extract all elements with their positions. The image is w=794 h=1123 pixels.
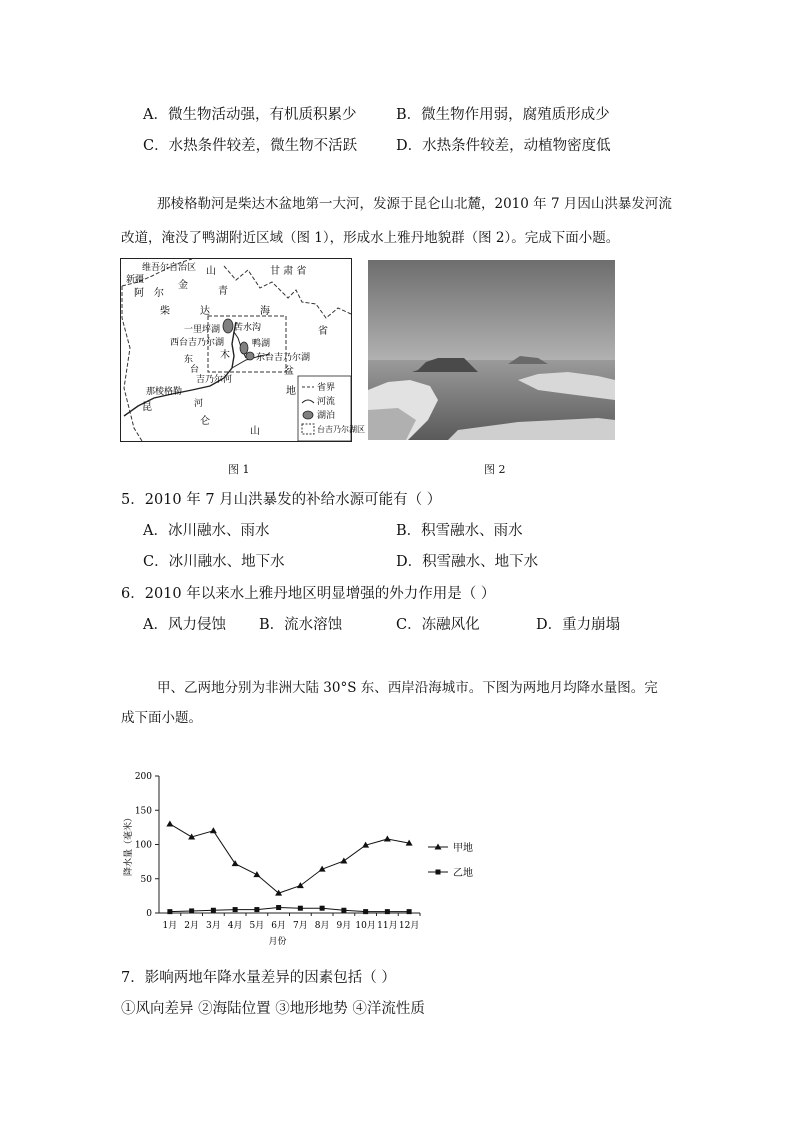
x-tick-label: 12月 xyxy=(398,921,420,931)
option-d: D．积雪融水、地下水 xyxy=(396,554,539,570)
passage-line: 成下面小题。 xyxy=(121,710,202,726)
map-label: 河 xyxy=(194,399,204,409)
map-label: 仑 xyxy=(200,416,210,427)
map-label: 地 xyxy=(286,386,296,397)
x-tick-label: 5月 xyxy=(249,921,265,931)
data-point-square xyxy=(167,909,172,914)
question-options: ①风向差异 ②海陆位置 ③地形地势 ④洋流性质 xyxy=(121,1001,425,1017)
lake-shape xyxy=(240,342,248,354)
option-b: B．流水溶蚀 xyxy=(259,617,343,633)
option-d: D．重力崩塌 xyxy=(536,617,621,633)
precipitation-chart xyxy=(115,762,480,957)
data-point-triangle xyxy=(166,820,173,826)
data-point-square xyxy=(385,909,390,914)
legend-lake-label: 湖泊 xyxy=(317,411,336,421)
x-axis-label: 月份 xyxy=(268,937,287,947)
legend-boundary-label: 省界 xyxy=(317,383,336,393)
data-point-square xyxy=(276,905,281,910)
figure-caption: 图 1 xyxy=(228,463,250,476)
option-c: C．冻融风化 xyxy=(396,617,480,633)
option-d: D．水热条件较差，动植物密度低 xyxy=(396,138,611,154)
data-point-triangle xyxy=(232,860,239,866)
y-tick-label: 150 xyxy=(134,806,152,817)
data-point-square xyxy=(254,907,259,912)
map-label: 台 xyxy=(190,365,200,375)
lake-shape xyxy=(246,352,254,360)
question-stem: 5．2010 年 7 月山洪暴发的补给水源可能有（ ） xyxy=(121,492,442,508)
data-point-triangle xyxy=(340,857,347,863)
map-label: 东台吉乃尔湖 xyxy=(256,353,311,363)
map-label: 那棱格勒 xyxy=(146,387,183,397)
x-tick-label: 7月 xyxy=(293,921,308,931)
passage-line: 改道，淹没了鸭湖附近区域（图 1），形成水上雅丹地貌群（图 2）。完成下面小题。 xyxy=(121,230,620,246)
map-label: 新疆 xyxy=(126,275,145,285)
x-tick-label: 3月 xyxy=(206,921,221,931)
map-label: 鸭湖 xyxy=(252,339,271,349)
data-point-square xyxy=(298,906,303,911)
map-label: 甘 肃 省 xyxy=(270,266,307,277)
option-c: C．冰川融水、地下水 xyxy=(143,554,285,570)
legend-region-label: 台吉乃尔湖区 xyxy=(317,425,365,434)
lake-shape xyxy=(223,319,233,333)
x-tick-label: 11月 xyxy=(377,921,398,931)
y-tick-label: 0 xyxy=(146,909,152,919)
x-tick-label: 4月 xyxy=(227,921,243,931)
data-point-triangle xyxy=(253,871,260,877)
map-label: 木 xyxy=(220,350,230,361)
option-a: A．风力侵蚀 xyxy=(143,617,226,633)
map-label: 苦水沟 xyxy=(234,323,262,333)
x-tick-label: 2月 xyxy=(184,921,199,931)
question-stem: 6．2010 年以来水上雅丹地区明显增强的外力作用是（ ） xyxy=(121,586,496,602)
legend-label: 乙地 xyxy=(453,868,473,879)
question-stem: 7．影响两地年降水量差异的因素包括（ ） xyxy=(121,970,396,986)
option-b: B．微生物作用弱，腐殖质形成少 xyxy=(396,107,610,123)
map-label: 达 xyxy=(200,306,210,317)
passage-line: 甲、乙两地分别为非洲大陆 30°S 东、西岸沿海城市。下图为两地月均降水量图。完 xyxy=(157,680,658,696)
data-point-square xyxy=(341,908,346,913)
map-label: 青 xyxy=(218,286,228,297)
x-tick-label: 8月 xyxy=(314,921,330,931)
option-b: B．积雪融水、雨水 xyxy=(396,523,523,539)
x-tick-label: 6月 xyxy=(271,921,286,931)
data-point-triangle xyxy=(384,836,391,842)
option-c: C．水热条件较差，微生物不活跃 xyxy=(143,138,358,154)
series-line xyxy=(170,824,409,893)
y-axis-label: 降水量（毫米） xyxy=(124,812,134,877)
x-tick-label: 10月 xyxy=(355,921,376,931)
legend-lake-symbol xyxy=(303,411,313,419)
data-point-triangle xyxy=(210,827,217,833)
map-label: 尔 xyxy=(154,288,164,299)
map-figure xyxy=(120,258,365,442)
data-point-square xyxy=(407,909,412,914)
data-point-square xyxy=(320,906,325,911)
series-line xyxy=(170,908,409,912)
data-point-square xyxy=(233,907,238,912)
legend-river-label: 河流 xyxy=(317,397,336,407)
map-label: 吉乃尔河 xyxy=(196,375,233,385)
x-tick-label: 1月 xyxy=(162,921,178,931)
map-label: 维吾尔自治区 xyxy=(142,263,197,273)
legend-marker xyxy=(436,870,441,875)
map-label: 山 xyxy=(206,266,216,277)
option-a: A．冰川融水、雨水 xyxy=(143,523,270,539)
data-point-square xyxy=(363,909,368,914)
map-label: 山 xyxy=(250,426,260,437)
y-tick-label: 50 xyxy=(140,874,152,885)
passage-line: 那棱格勒河是柴达木盆地第一大河，发源于昆仑山北麓，2010 年 7 月因山洪暴发河流 xyxy=(157,196,672,212)
map-label: 金 xyxy=(178,280,188,291)
map-label: 东 xyxy=(184,355,194,365)
data-point-square xyxy=(189,908,194,913)
map-label: 阿 xyxy=(134,288,144,299)
map-label: 柴 xyxy=(160,306,170,317)
x-tick-label: 9月 xyxy=(336,921,352,931)
figure-caption: 图 2 xyxy=(484,463,506,476)
map-label: 盆 xyxy=(284,366,294,377)
map-label: 海 xyxy=(260,306,270,317)
legend-label: 甲地 xyxy=(453,843,473,854)
data-point-square xyxy=(211,908,216,913)
map-label: 省 xyxy=(318,326,328,337)
y-tick-label: 100 xyxy=(134,840,152,851)
map-label: 一里坪湖 xyxy=(184,325,221,335)
map-label: 昆 xyxy=(142,402,152,413)
map-label: 西台吉乃尔湖 xyxy=(170,338,225,348)
y-tick-label: 200 xyxy=(134,772,152,782)
option-a: A．微生物活动强，有机质积累少 xyxy=(143,107,357,123)
landscape-photo xyxy=(368,260,615,440)
data-point-triangle xyxy=(297,882,304,888)
